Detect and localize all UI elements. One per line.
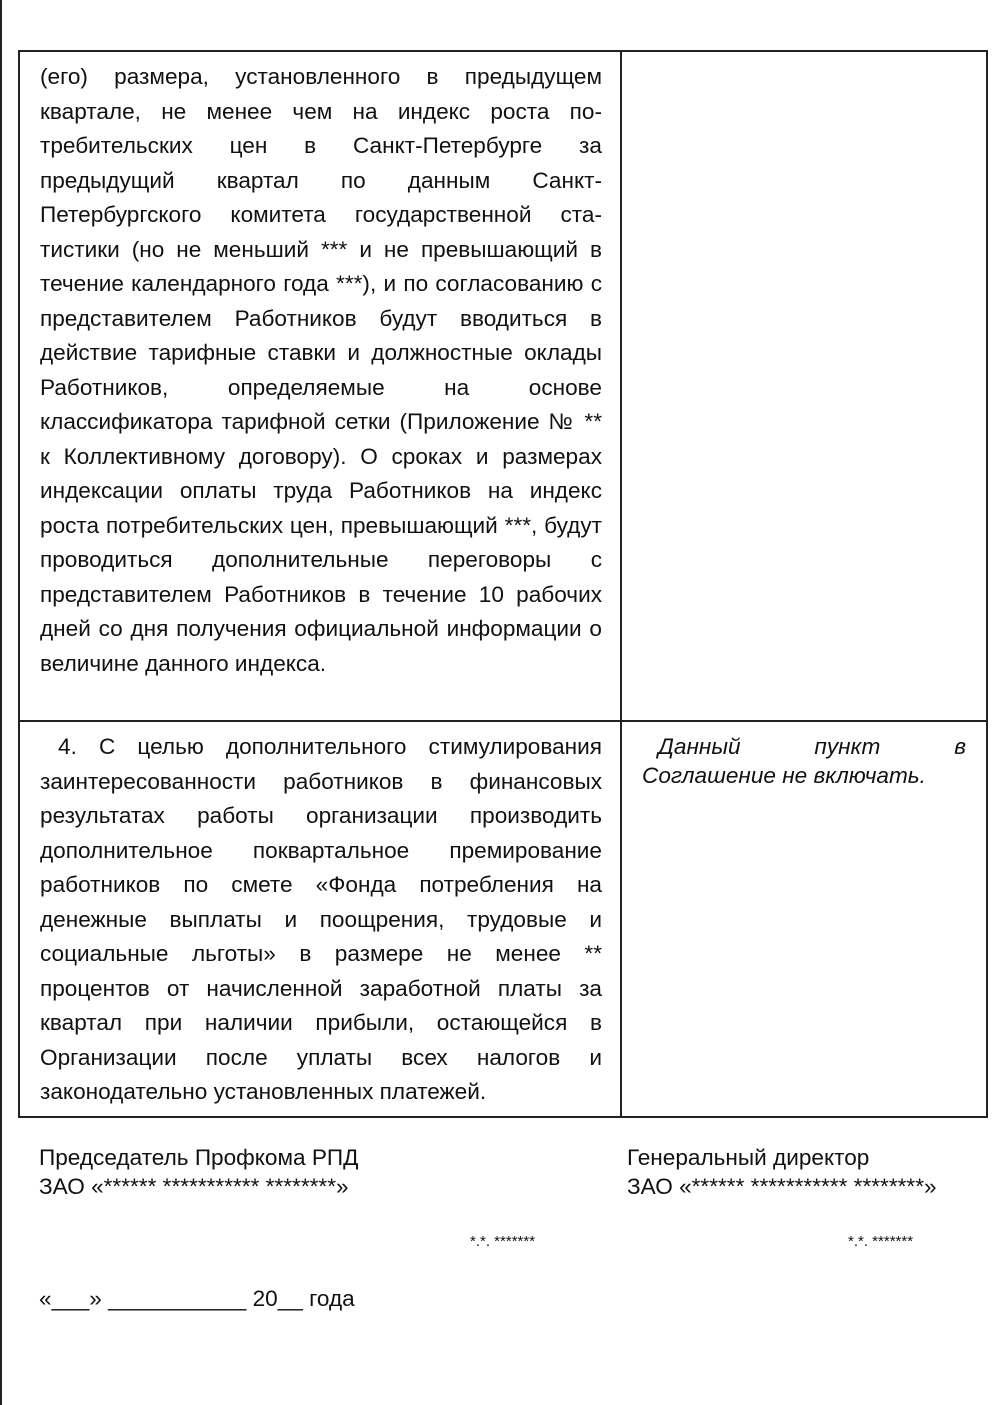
director-org-name: ЗАО «****** *********** ********» — [627, 1174, 937, 1199]
clause-4-comment-line1: Данный пункт в — [658, 734, 966, 759]
clause-comment-empty — [622, 52, 986, 62]
table-cell-right — [621, 721, 987, 1117]
table-cell-right — [621, 51, 987, 721]
table-cell-left — [19, 51, 621, 721]
clause-4-comment — [622, 722, 986, 790]
clause-continuation-text: (его) размера, установленного в предыдущем квартале, не менее чем на индекс роста потребительских цен в Санкт-Петербурге за предыдущий квартал по данным Санкт-Петербургского комитета государственной статистики (но не меньший *** и не превышающий в течение календарного года ***), и по согласованию с представителем Работников будут вводиться в действие тарифные ставки и должностные оклады Работников, определяемые на основе классификатора тарифной сетки (Приложение № ** к Коллективному договору). О сроках и размерах индексации оплаты труда Работников на индекс роста потребительских цен, превышающий ***, будут проводиться дополнительные переговоры с представителем Работников в течение 10 рабочих дней со дня получения официальной информации о величине данного индекса. — [40, 64, 602, 676]
director-title: Генеральный директор — [627, 1145, 870, 1170]
union-chair-title: Председатель Профкома РПД — [39, 1145, 359, 1170]
union-chair-name: *.*. ******* — [470, 1233, 536, 1250]
table-row — [19, 721, 987, 1117]
signature-block-director — [627, 1143, 937, 1201]
signature-block-union — [39, 1143, 358, 1201]
signing-date-line: «___» ___________ 20__ года — [39, 1286, 355, 1311]
director-name: *.*. ******* — [848, 1233, 914, 1250]
table-row — [19, 51, 987, 721]
agreement-table — [18, 50, 988, 1118]
page-left-border — [0, 0, 2, 1405]
union-org-name: ЗАО «****** *********** ********» — [39, 1174, 349, 1199]
clause-4-text: 4. С целью дополнительного стимулирования заинтересованности работников в финансовых результатах работы организации производить дополнительное поквартальное премирование работников по смете «Фонда потребления на денежные выплаты и поощрения, трудовые и социальные льготы» в размере не менее ** процентов от начисленной заработной платы за квартал при наличии прибыли, остающейся в Организации после уплаты всех налогов и законодательно установленных платежей. — [40, 734, 602, 1104]
table-cell-left — [19, 721, 621, 1117]
clause-4-comment-line2: Соглашение не включать. — [642, 763, 926, 788]
